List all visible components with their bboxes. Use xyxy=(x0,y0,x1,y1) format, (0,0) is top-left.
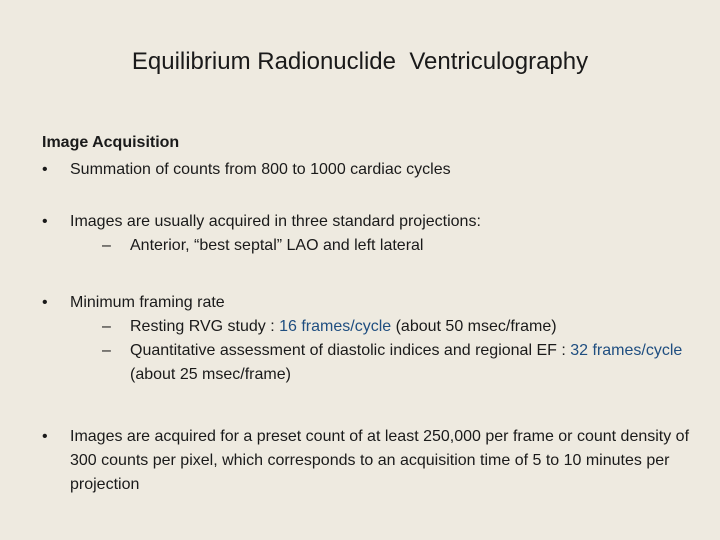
sub-bullet-dash: – xyxy=(102,342,111,359)
sub-bullet-dash: – xyxy=(102,237,111,254)
sub-bullet-text-after: (about 25 msec/frame) xyxy=(130,366,291,383)
bullet-dot: • xyxy=(42,213,48,230)
bullet-summation xyxy=(42,158,692,182)
frames-highlight: 16 frames/cycle xyxy=(279,318,392,335)
sub-bullet-text-before: Quantitative assessment of diastolic indices and regional EF : xyxy=(130,342,571,359)
sub-bullet xyxy=(102,234,692,258)
sub-bullet-quantitative xyxy=(102,339,692,387)
bullet-dot: • xyxy=(42,428,48,445)
sub-bullet-dash: – xyxy=(102,318,111,335)
bullet-dot: • xyxy=(42,294,48,311)
bullet-dot: • xyxy=(42,161,48,178)
sub-bullet-resting xyxy=(102,315,692,339)
sub-bullet-text-before: Resting RVG study : xyxy=(130,318,280,335)
sub-bullet-text-after: (about 50 msec/frame) xyxy=(391,318,557,335)
bullet-text: Images are usually acquired in three standard projections: xyxy=(70,213,481,230)
frames-highlight: 32 frames/cycle xyxy=(570,342,683,359)
slide-title: Equilibrium Radionuclide Ventriculography xyxy=(131,48,589,75)
sub-bullet-text: Anterior, “best septal” LAO and left lateral xyxy=(130,237,424,254)
bullet-projections xyxy=(42,210,692,258)
bullet-text: Summation of counts from 800 to 1000 cardiac cycles xyxy=(70,161,451,178)
bullet-text: Minimum framing rate xyxy=(70,294,225,311)
bullet-text: Images are acquired for a preset count of at least 250,000 per frame or count density of 300 counts per pixel, which corresponds to an acquisition time of 5 to 10 minutes per projection xyxy=(70,428,690,493)
bullet-preset-count xyxy=(42,425,692,497)
bullet-framing-rate xyxy=(42,291,692,387)
section-heading: Image Acquisition xyxy=(42,134,180,151)
